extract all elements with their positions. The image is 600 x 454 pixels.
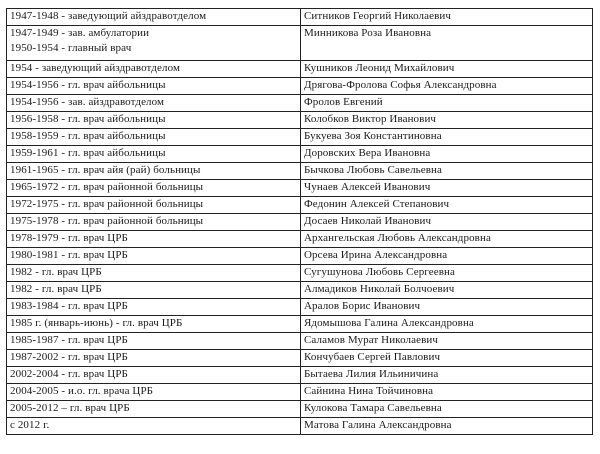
position-cell (7, 146, 301, 163)
person-name: Минникова Роза Ивановна (304, 27, 432, 39)
person-name: Сайнина Нина Тойчиновна (304, 385, 434, 397)
person-name: Кушников Леонид Михайлович (304, 62, 455, 74)
position-text: 1947-1948 - заведующий айздравотделом (10, 10, 207, 22)
position-cell (7, 367, 301, 384)
table-row (7, 231, 593, 248)
table-row (7, 129, 593, 146)
person-cell (301, 418, 593, 435)
person-name: Чунаев Алексей Иванович (304, 181, 431, 193)
position-text: 1965-1972 - гл. врач районной больницы (10, 181, 204, 193)
position-text: 1985 г. (январь-июнь) - гл. врач ЦРБ (10, 317, 183, 329)
position-cell (7, 9, 301, 26)
person-cell (301, 9, 593, 26)
person-cell (301, 299, 593, 316)
table-body (7, 9, 593, 435)
position-cell (7, 418, 301, 435)
person-cell (301, 95, 593, 112)
person-name: Матова Галина Александровна (304, 419, 452, 431)
table-row (7, 163, 593, 180)
position-cell (7, 282, 301, 299)
table-row (7, 384, 593, 401)
position-text: 1954-1956 - зав. айздравотделом (10, 96, 165, 108)
position-text: 1982 - гл. врач ЦРБ (10, 283, 102, 295)
person-name: Доровских Вера Ивановна (304, 147, 431, 159)
person-cell (301, 61, 593, 78)
table-row (7, 26, 593, 61)
person-name: Дрягова-Фролова Софья Александровна (304, 79, 497, 91)
person-cell (301, 367, 593, 384)
position-text: 1987-2002 - гл. врач ЦРБ (10, 351, 128, 363)
person-cell (301, 316, 593, 333)
position-text: 2005-2012 – гл. врач ЦРБ (10, 402, 130, 414)
table-row (7, 333, 593, 350)
person-cell (301, 401, 593, 418)
person-cell (301, 197, 593, 214)
position-cell (7, 180, 301, 197)
position-text: 2004-2005 - и.о. гл. врача ЦРБ (10, 385, 154, 397)
person-cell (301, 146, 593, 163)
table-row (7, 95, 593, 112)
position-cell (7, 316, 301, 333)
position-text: 1975-1978 - гл. врач районной больницы (10, 215, 204, 227)
position-text: с 2012 г. (10, 419, 50, 431)
person-name: Букуева Зоя Константиновна (304, 130, 442, 142)
person-name: Колобков Виктор Иванович (304, 113, 437, 125)
person-cell (301, 129, 593, 146)
position-text: 1985-1987 - гл. врач ЦРБ (10, 334, 128, 346)
position-cell (7, 78, 301, 95)
position-text: 1954 - заведующий айздравотделом (10, 62, 181, 74)
person-cell (301, 78, 593, 95)
position-cell (7, 231, 301, 248)
position-text: 1950-1954 - главный врач (10, 42, 132, 54)
person-name: Досаев Николай Иванович (304, 215, 432, 227)
table-row (7, 299, 593, 316)
position-text: 1983-1984 - гл. врач ЦРБ (10, 300, 128, 312)
person-name: Бычкова Любовь Савельевна (304, 164, 443, 176)
person-cell (301, 282, 593, 299)
person-name: Бытаева Лилия Ильиничина (304, 368, 439, 380)
table-row (7, 146, 593, 163)
position-cell (7, 384, 301, 401)
table-row (7, 78, 593, 95)
position-text: 1980-1981 - гл. врач ЦРБ (10, 249, 128, 261)
chief-doctors-table (6, 8, 593, 435)
table-row (7, 265, 593, 282)
position-text: 1947-1949 - зав. амбулатории (10, 27, 150, 39)
person-name: Архангельская Любовь Александровна (304, 232, 491, 244)
table-row (7, 9, 593, 26)
position-cell (7, 350, 301, 367)
table-row (7, 197, 593, 214)
position-text: 1972-1975 - гл. врач районной больницы (10, 198, 204, 210)
person-name: Ситников Георгий Николаевич (304, 10, 452, 22)
person-name: Саламов Мурат Николаевич (304, 334, 438, 346)
person-name: Кулокова Тамара Савельевна (304, 402, 442, 414)
position-cell (7, 333, 301, 350)
position-text: 2002-2004 - гл. врач ЦРБ (10, 368, 128, 380)
person-name: Фролов Евгений (304, 96, 383, 108)
person-cell (301, 112, 593, 129)
position-cell (7, 95, 301, 112)
person-cell (301, 163, 593, 180)
position-cell (7, 248, 301, 265)
position-text: 1958-1959 - гл. врач айбольницы (10, 130, 166, 142)
position-cell (7, 197, 301, 214)
person-cell (301, 180, 593, 197)
person-name: Федонин Алексей Степанович (304, 198, 450, 210)
chief-doctors-document (6, 8, 592, 435)
person-name: Кончубаев Сергей Павлович (304, 351, 441, 363)
position-text: 1954-1956 - гл. врач айбольницы (10, 79, 166, 91)
person-name: Ядомышова Галина Александровна (304, 317, 474, 329)
position-text: 1978-1979 - гл. врач ЦРБ (10, 232, 128, 244)
position-cell (7, 112, 301, 129)
position-cell (7, 401, 301, 418)
position-text: 1959-1961 - гл. врач айбольницы (10, 147, 166, 159)
table-row (7, 367, 593, 384)
table-row (7, 316, 593, 333)
person-cell (301, 26, 593, 61)
position-cell (7, 26, 301, 61)
position-text: 1961-1965 - гл. врач айя (рай) больницы (10, 164, 201, 176)
table-row (7, 214, 593, 231)
person-cell (301, 384, 593, 401)
table-row (7, 112, 593, 129)
position-text: 1982 - гл. врач ЦРБ (10, 266, 102, 278)
position-cell (7, 163, 301, 180)
table-row (7, 418, 593, 435)
table-row (7, 350, 593, 367)
position-cell (7, 299, 301, 316)
person-cell (301, 265, 593, 282)
table-row (7, 282, 593, 299)
person-name: Сугушунова Любовь Сергеевна (304, 266, 455, 278)
position-cell (7, 129, 301, 146)
table-row (7, 180, 593, 197)
person-cell (301, 350, 593, 367)
person-cell (301, 248, 593, 265)
table-row (7, 61, 593, 78)
person-name: Орсева Ирина Александровна (304, 249, 448, 261)
person-cell (301, 231, 593, 248)
table-row (7, 401, 593, 418)
person-cell (301, 214, 593, 231)
person-cell (301, 333, 593, 350)
position-cell (7, 265, 301, 282)
position-text: 1956-1958 - гл. врач айбольницы (10, 113, 166, 125)
position-cell (7, 214, 301, 231)
position-cell (7, 61, 301, 78)
person-name: Алмадиков Николай Болчоевич (304, 283, 455, 295)
person-name: Аралов Борис Иванович (304, 300, 421, 312)
table-row (7, 248, 593, 265)
